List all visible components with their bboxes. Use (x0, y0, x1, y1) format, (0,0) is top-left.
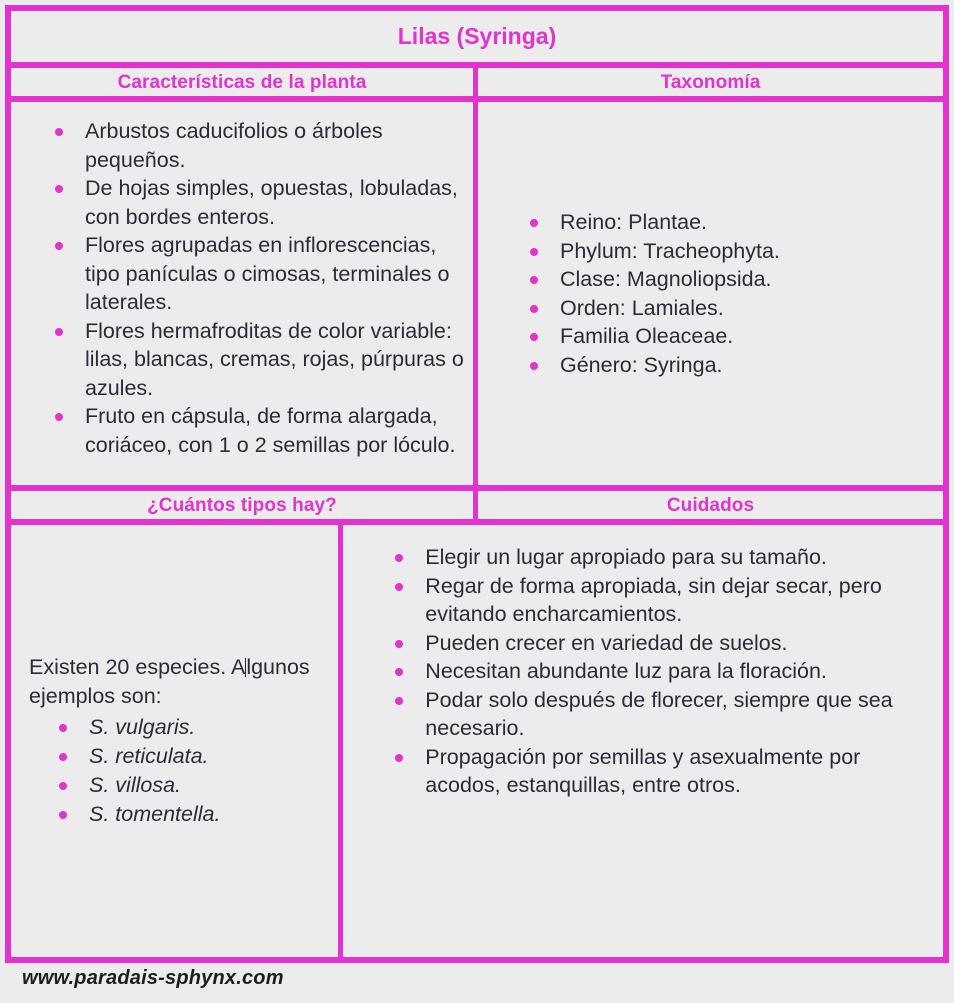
list-item: Reino: Plantae. (518, 208, 935, 237)
content-cell-characteristics (11, 102, 478, 485)
content-cell-taxonomy (478, 102, 943, 485)
taxonomy-list (518, 208, 935, 379)
plant-info-table (5, 5, 949, 963)
list-item: Orden: Lamiales. (518, 294, 935, 323)
list-item: Arbustos caducifolios o árboles pequeños. (43, 117, 465, 174)
list-item: Necesitan abundante luz para la floración. (383, 657, 935, 686)
header-row-1 (11, 68, 943, 102)
list-item: Flores agrupadas en inflorescencias, tipo panículas o cimosas, terminales o laterales. (43, 231, 465, 317)
table-body (11, 11, 943, 957)
header-row-2 (11, 491, 943, 525)
taxonomy-wrapper (478, 102, 943, 485)
header-label-types: ¿Cuántos tipos hay? (147, 494, 337, 516)
care-list (383, 543, 935, 800)
list-item: S. villosa. (47, 771, 328, 800)
header-cell-taxonomy (478, 68, 943, 96)
list-item: Regar de forma apropiada, sin dejar secar, pero evitando encharcamientos. (383, 572, 935, 629)
header-cell-types (11, 491, 478, 519)
list-item: Familia Oleaceae. (518, 322, 935, 351)
content-row-1 (11, 102, 943, 491)
content-cell-types (11, 525, 343, 957)
list-item: Phylum: Tracheophyta. (518, 237, 935, 266)
list-item: Pueden crecer en variedad de suelos. (383, 629, 935, 658)
types-intro (29, 653, 328, 710)
list-item: Clase: Magnoliopsida. (518, 265, 935, 294)
footer (22, 968, 922, 988)
header-label-taxonomy: Taxonomía (660, 71, 761, 93)
types-intro-part-1: Existen 20 especies. A (29, 655, 246, 679)
list-item: Flores hermafroditas de color variable: lilas, blancas, cremas, rojas, púrpuras o azules. (43, 317, 465, 403)
title-row (11, 11, 943, 68)
header-cell-characteristics (11, 68, 478, 96)
characteristics-list (43, 117, 465, 459)
list-item: Elegir un lugar apropiado para su tamaño. (383, 543, 935, 572)
list-item: S. tomentella. (47, 800, 328, 829)
types-wrapper (11, 525, 338, 957)
types-intro-part-2: lgunos ejemplos son: (29, 655, 310, 708)
list-item: S. vulgaris. (47, 713, 328, 742)
content-cell-care (343, 525, 943, 957)
care-wrapper (343, 525, 943, 800)
list-item: Podar solo después de florecer, siempre que sea necesario. (383, 686, 935, 743)
content-row-2 (11, 525, 943, 957)
header-label-care: Cuidados (666, 494, 755, 516)
list-item: Propagación por semillas y asexualmente por acodos, estanquillas, entre otros. (383, 743, 935, 800)
page-title: Lilas (Syringa) (397, 23, 557, 49)
header-label-characteristics: Características de la planta (117, 71, 367, 93)
characteristics-wrapper (11, 102, 473, 459)
watermark-url: www.paradais-sphynx.com (22, 967, 284, 989)
list-item: Género: Syringa. (518, 351, 935, 380)
list-item: De hojas simples, opuestas, lobuladas, con bordes enteros. (43, 174, 465, 231)
header-cell-care (478, 491, 943, 519)
list-item: S. reticulata. (47, 742, 328, 771)
species-list (29, 713, 328, 829)
list-item: Fruto en cápsula, de forma alargada, coriáceo, con 1 o 2 semillas por lóculo. (43, 402, 465, 459)
